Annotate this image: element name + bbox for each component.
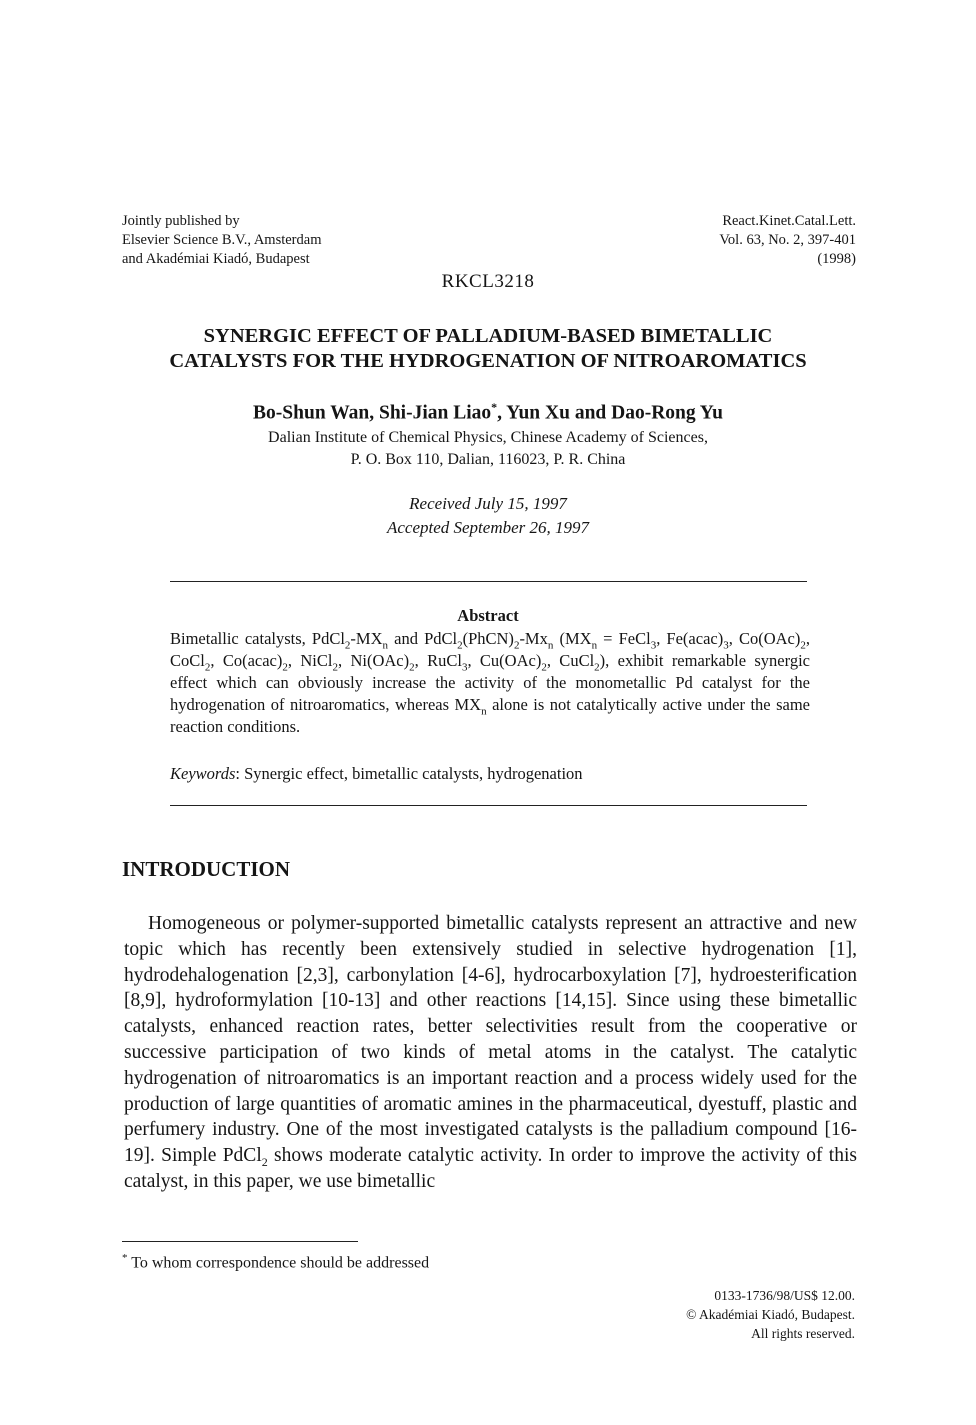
footnote-text: To whom correspondence should be addressed [127,1254,430,1272]
affiliation [0,427,976,471]
footnote [122,1252,429,1272]
affiliation-line: P. O. Box 110, Dalian, 116023, P. R. China [350,451,626,468]
copyright-line: © Akadémiai Kiadó, Budapest. [686,1307,855,1322]
abstract-text: Bimetallic catalysts, $PdCl_2-MX_n$ and $PdCl_2(PhCN)_2-Mx_n$ ($MX_n$ = FeCl$_3$, $Fe(acac)_3$, $Co(OAc)_2$, CoCl$_2$, $Co(acac)_2$, NiCl$_2$, $Ni(OAc)_2$, RuCl$_3$, $Cu(OAc)_2$, CuCl$_2$), exhibit remarkable synergic effect which can obviously increase the activity of the monometallic Pd catalyst for the hydrogenation of nitroaromatics, whereas $MX_n$ alone is not catalytically active under the same reaction conditions. [170,629,810,736]
citation-line: (1998) [817,251,856,267]
footnote-divider [122,1241,358,1242]
affiliation-line: Dalian Institute of Chemical Physics, Chinese Academy of Sciences, [268,429,708,446]
publisher-info [122,212,321,269]
citation-line: React.Kinet.Catal.Lett. [722,213,856,229]
publisher-line: Elsevier Science B.V., Amsterdam [122,232,322,248]
paper-title [0,324,976,374]
accepted-date: Accepted September 26, 1997 [386,518,590,537]
title-line: CATALYSTS FOR THE HYDROGENATION OF NITROAROMATICS [169,350,807,372]
introduction-paragraph: Homogeneous or polymer-supported bimetallic catalysts represent an attractive and new topic which has recently been extensively studied in selective hydrogenation [1], hydrodehalogenation [2,3], carbonylation [4-6], hydrocarboxylation [7], hydroesterification [8,9], hydroformylation [10-13] and other reactions [14,15]. Since using these bimetallic catalysts, enhanced reaction rates, better selectivities result from the cooperative or successive participation of two kinds of metal atoms in the catalyst. The catalytic hydrogenation of nitroaromatics is an important reaction and a process widely used for the production of large quantities of aromatic amines in the pharmaceutical, dyestuff, plastic and perfumery industry. One of the most investigated catalysts is the palladium compound [16-19]. Simple PdCl$_2$ shows moderate catalytic activity. In order to improve the activity of this catalyst, in this paper, we use bimetallic [124,913,857,1192]
footnote-mark: * [122,1252,128,1264]
copyright-line: 0133-1736/98/US$ 12.00. [714,1288,855,1303]
copyright-block [686,1286,855,1343]
publisher-line: and Akadémiai Kiadó, Budapest [122,251,310,267]
author-list [0,400,976,425]
citation-line: Vol. 63, No. 2, 397-401 [719,232,856,248]
abstract-heading: Abstract [457,606,519,625]
submission-dates [0,492,976,540]
keywords-text: : Synergic effect, bimetallic catalysts, hydrogenation [235,764,583,783]
keywords [170,764,583,784]
authors-part: Bo-Shun Wan, Shi-Jian Liao [253,402,492,424]
copyright-line: All rights reserved. [751,1326,855,1341]
correspondence-mark: * [491,400,498,414]
abstract-top-divider [170,581,807,582]
journal-citation [719,212,856,269]
abstract-bottom-divider [170,805,807,806]
publisher-line: Jointly published by [122,213,240,229]
article-code: RKCL3218 [441,271,535,292]
keywords-label: Keywords [170,764,236,783]
title-line: SYNERGIC EFFECT OF PALLADIUM-BASED BIMETALLIC [203,325,773,347]
authors-part: , Yun Xu and Dao-Rong Yu [497,402,723,424]
section-heading-introduction: INTRODUCTION [122,857,291,881]
received-date: Received July 15, 1997 [409,494,567,513]
